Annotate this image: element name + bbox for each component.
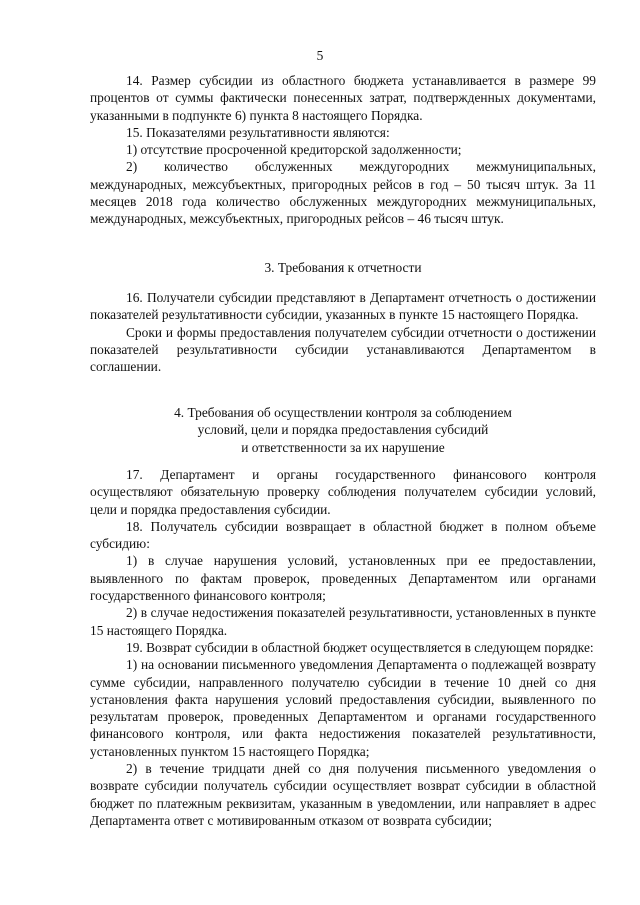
paragraph-16: 16. Получатели субсидии представляют в Департамент отчетность о достижении показателей результативности субсидии, указанных в пункте 15 настоящего Порядка. <box>90 290 596 323</box>
paragraph-19-item-1: 1) на основании письменного уведомления Департамента о подлежащей возврату сумме субсидии, направленного получателю субсидии в течение 10 дней со дня установления факта нарушения условий предоставления субсидии, выявленного по результатам проверок, проведенных Департаментом и органами государственного финансового контроля, или факта недостижения показателей результативности, установленных пунктом 15 настоящего Порядка; <box>90 657 596 759</box>
section-3-body <box>90 289 596 375</box>
paragraph-16-continued: Сроки и формы предоставления получателем субсидии отчетности о достижении показателей результативности субсидии устанавливаются Департаментом в соглашении. <box>90 324 596 375</box>
paragraph-18-item-1: 1) в случае нарушения условий, установленных при ее предоставлении, выявленного по фактам проверок, проведенных Департаментом или органами государственного финансового контроля; <box>90 553 596 604</box>
paragraph-19: 19. Возврат субсидии в областной бюджет осуществляется в следующем порядке: <box>126 639 594 655</box>
paragraph-14: 14. Размер субсидии из областного бюджета устанавливается в размере 99 процентов от суммы фактически понесенных затрат, подтвержденных документами, указанными в подпункте 6) пункта 8 настоящего Порядка. <box>90 73 596 123</box>
section-4-heading-line-2: условий, цели и порядка предоставления субсидий <box>197 422 489 438</box>
paragraph-19-item-2: 2) в течение тридцати дней со дня получения письменного уведомления о возврате субсидии получатель субсидии осуществляет возврат субсидии в областной бюджет по платежным реквизитам, указанным в уведомлении, или направляет в адрес Департамента ответ с мотивированным отказом от возврата субсидии; <box>90 761 596 828</box>
paragraph-17: 17. Департамент и органы государственного финансового контроля осуществляют обязательную проверку соблюдения получателем субсидии условий, цели и порядка предоставления субсидии. <box>90 467 596 517</box>
paragraph-15-item-2: 2) количество обслуженных междугородних межмуниципальных, международных, межсубъектных, пригородных рейсов в год – 50 тысяч штук. За 11 месяцев 2018 года количество обслуженных междугородних межмуниципальных, международных, межсубъектных, пригородных рейсов – 46 тысяч штук. <box>90 159 596 227</box>
section-4-heading <box>90 404 596 456</box>
page-number: 5 <box>316 48 324 63</box>
paragraph-18-item-2: 2) в случае недостижения показателей результативности, установленных в пункте 15 настоящего Порядка. <box>90 605 596 638</box>
section-4-heading-line-3: и ответственности за их нарушение <box>241 439 445 455</box>
section-4-body <box>90 466 596 829</box>
paragraph-15: 15. Показателями результативности являются: <box>126 124 390 140</box>
section-3-heading: 3. Требования к отчетности <box>264 260 422 275</box>
paragraph-18: 18. Получатель субсидии возвращает в областной бюджет в полном объеме субсидию: <box>90 518 596 552</box>
section-4-heading-line-1: 4. Требования об осуществлении контроля за соблюдением <box>174 405 512 420</box>
paragraph-15-item-1: 1) отсутствие просроченной кредиторской задолженности; <box>126 142 462 158</box>
section-2-continuation <box>90 72 596 228</box>
